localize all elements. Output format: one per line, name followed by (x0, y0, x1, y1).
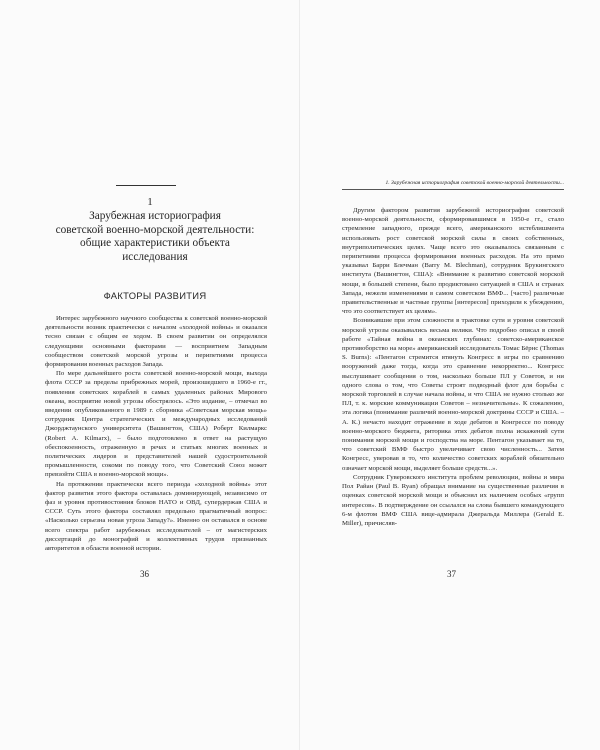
left-body-text (45, 314, 267, 553)
chapter-title (40, 210, 270, 264)
paragraph: На протяжении практически всего периода «холодной войны» этот фактор развития этого фактора оставалась доминирующей, независимо от фаз и уровня противостояния блоков НАТО и ОВД, супердержав США и СССР. Суть этого фактора составлял предельно прагматичный вопрос: «Насколько серьезна новая угроза Западу?». Именно он оставался в основе всего спектра работ зарубежных исследователей – от магистерских диссертаций до монографий и коллективных трудов признанных авторитетов в области военной истории. (45, 480, 267, 553)
right-body-text (342, 206, 564, 528)
right-page-number: 37 (447, 569, 456, 579)
paragraph: По мере дальнейшего роста советской военно-морской мощи, выхода флота СССР за пределы прибрежных морей, произошедшего в 1960-е гг., появления советских кораблей в самых удаленных районах Мирового океана, восприятие новой угрозы обострялось. «Это издание, – отмечал во введении опубликованного в 1989 г. сборника «Советская морская мощь» сотрудник Центра стратегических и международных исследований Джорджтаунского университета (Вашингтон, США) Роберт Килмаркс (Robert A. Kilmarx), – было подготовлено в ответ на растущую обеспокоенность, отраженную в речах и статьях многих военных и политических лидеров и представителей нашей судостроительной промышленности, сокоми по поводу того, что Советский Союз может превзойти США в военно-морской мощи». (45, 370, 267, 479)
chapter-number: 1 (147, 196, 153, 208)
section-title: ФАКТОРЫ РАЗВИТИЯ (103, 290, 207, 301)
paragraph: Сотрудник Гуверовского института проблем революции, войны и мира Пол Райан (Paul B. Ryan) обращал внимание на существенные различия в оценках советской морской мощи и объяснял их наличием особых «групп интересов». В подтверждение он ссылался на слова бывшего командующего 6-м флотом ВМФ США вице-адмирала Джеральда Миллера (Gerald E. Miller), причисляв- (342, 473, 564, 527)
chapter-title-line: советской военно-морской деятельности: (55, 223, 255, 236)
running-head: 1. Зарубежная историография советской военно-морской деятельности... (385, 180, 564, 186)
chapter-top-rule (116, 185, 176, 186)
chapter-title-line: Зарубежная историография (89, 210, 221, 222)
book-gutter (299, 0, 300, 750)
running-head-rule (342, 189, 564, 190)
paragraph: Интерес зарубежного научного сообщества к советской военно-морской деятельности возник практически с началом «холодной войны» и оказался тесно связан с общим ее ходом. В своем развитии он определялся следующими основными факторами — восприятием Западным сообществом советской морской угрозы и перипетиями процесса формирования военных расходов Запада. (45, 315, 267, 369)
chapter-title-line: общие характеристики объекта (80, 237, 230, 250)
paragraph: Возникавшие при этом сложности в трактовке сути и уровня советской морской угрозы оказывались весьма велики. Что подробно описал в своей работе «Тайная война в океанских глубинах: советско-американское противоборство на море» американский исследователь Томас Бёрнс (Thomas S. Burns): «Пентагон стремится втянуть Конгресс в игры по сравнению вооружений даже тогда, когда это сравнение некорректно... Конгресс выслушивает сообщения о том, насколько больше ПЛ у Советов, и ни одного слова о том, что Советы строят подводный флот для борьбы с морской торговлей в случае начала войны, и что США не нужно столько же ПЛ, т. к. морские коммуникации Советов – незначительны». К сожалению, эта логика (понимание различий военно-морской доктрины СССР и США. – А. К.) нечасто находит отражение в ходе дебатов в Конгрессе по поводу военно-морского бюджета, риторика этих дебатов полна искажений сути понимания морской мощи и господства на море. Пентагон указывает на то, что советский ВМФ быстро увеличивает свою численность... Затем Конгресс, уверовав в то, что количество советских кораблей обязательно означает морской мощи, выделяет больше средств...». (342, 317, 564, 472)
paragraph: Другим фактором развития зарубежной историографии советской военно-морской деятельности, сформировавшимся в 1950-е гг., стало стремление западного, прежде всего, американского истеблишмента использовать рост советской морской силы в своих собственных, внутриполитических целях. Чаще всего это оказывалось связанным с перипетиями процесса формирования военных расходов. На это прямо указывал Барри Блечман (Barry M. Blechman), сотрудник Брукингского института (Вашингтон, США): «Внимание к развитию советской морской мощи, в большей степени, было продиктовано ситуацией в США и странах Запада, нежели изменениями в самом советском ВМФ... [часто] различные правительственные и частные группы [интересов] приходили к убеждению, что это соответствует их целям». (342, 207, 564, 316)
left-page-number: 36 (140, 569, 149, 579)
chapter-title-line: исследования (122, 250, 188, 263)
